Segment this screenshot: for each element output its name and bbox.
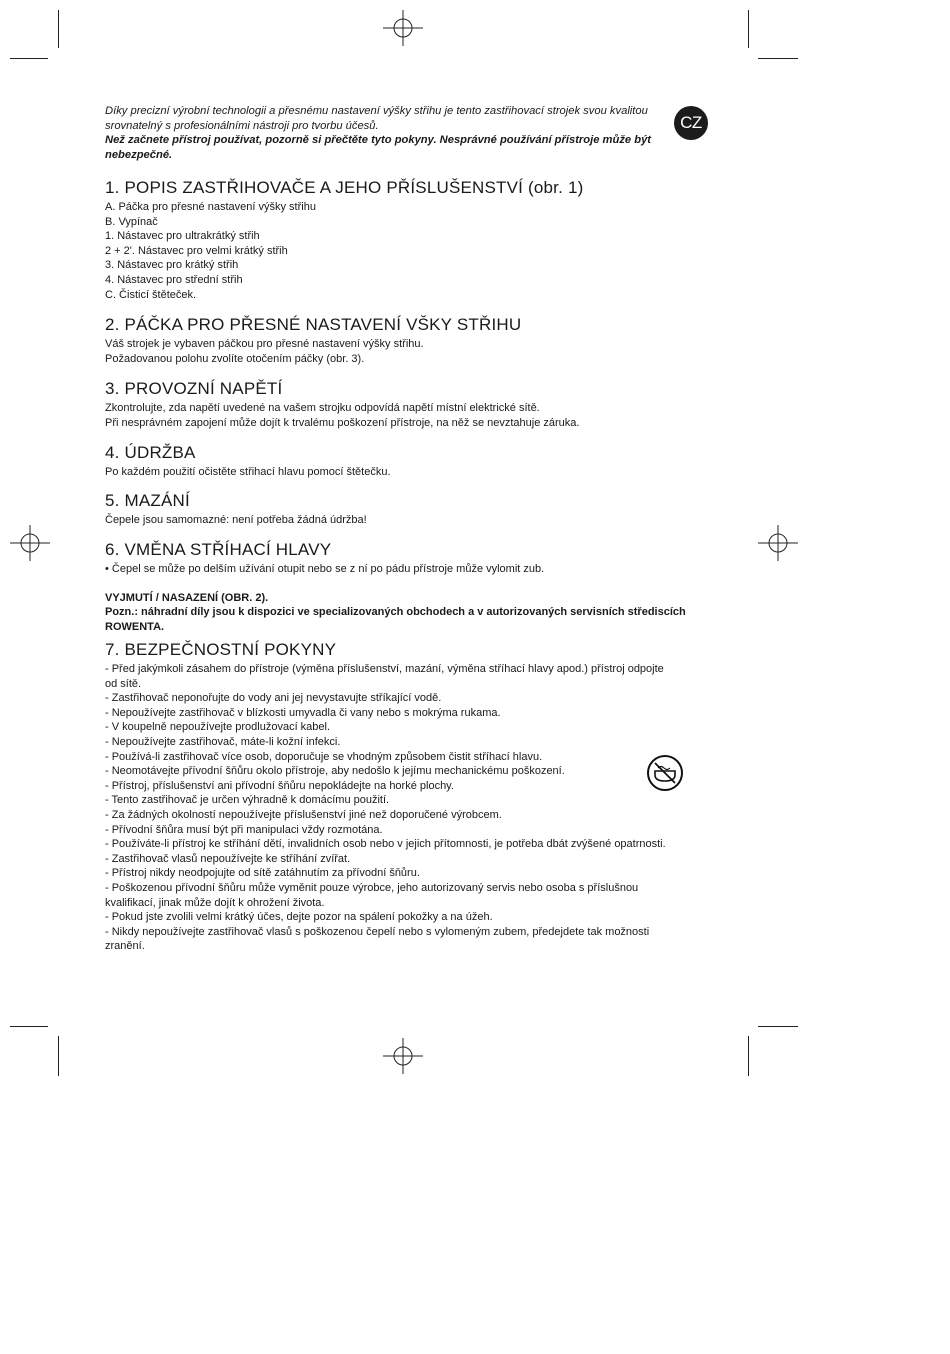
list-item: - Tento zastřihovač je určen výhradně k domácímu použití. [105, 794, 390, 807]
paragraph: • Čepel se může po delším užívání otupit nebo se z ní po pádu přístroje může vylomit zub. [105, 563, 545, 575]
crop-mark [758, 1026, 798, 1027]
intro-warning: Než začnete přístroj používat, pozorně si přečtěte tyto pokyny. Nesprávné používání přístroje může být nebezpečné. [105, 134, 652, 161]
registration-mark-icon [383, 8, 423, 48]
section-description [105, 178, 695, 302]
section-title: 3. PROVOZNÍ NAPĚTÍ [105, 379, 283, 398]
paragraph: Po každém použití očistěte střihací hlavu pomocí štětečku. [105, 466, 391, 478]
language-badge: CZ [674, 106, 708, 140]
section-head-replacement [105, 540, 695, 634]
section-maintenance [105, 443, 695, 480]
list-item: - Poškozenou přívodní šňůru může vyměnit pouze výrobce, jeho autorizovaný servis nebo osoba s příslušnou kvalifikací, jinak může dojít k ohrožení života. [105, 881, 639, 909]
section-title: 2. PÁČKA PRO PŘESNÉ NASTAVENÍ VŠKY STŘIHU [105, 315, 522, 334]
list-item: - Před jakýmkoli zásahem do přístroje (výměna příslušenství, mazání, výměna stříhací hlavy apod.) přístroj odpojte od sítě. [105, 663, 664, 690]
crop-mark [10, 58, 48, 59]
list-item: - Neomotávejte přívodní šňůru okolo přístroje, aby nedošlo k jejímu mechanickému poškození. [105, 765, 565, 778]
list-item: - Přívodní šňůra musí být při manipulaci vždy rozmotána. [105, 823, 383, 836]
paragraph: Zkontrolujte, zda napětí uvedené na vašem strojku odpovídá napětí místní elektrické sítě. [105, 402, 540, 414]
paragraph: Požadovanou polohu zvolíte otočením páčky (obr. 3). [105, 352, 365, 365]
section-title: 5. MAZÁNÍ [105, 491, 190, 510]
bold-note: Pozn.: náhradní díly jsou k dispozici ve specializovaných obchodech a v autorizovaných servisních střediscích ROWENTA. [105, 606, 686, 633]
section-title: 6. VMĚNA STŘÍHACÍ HLAVY [105, 540, 332, 559]
list-item: - Za žádných okolností nepoužívejte příslušenství jiné než doporučené výrobcem. [105, 808, 502, 821]
crop-mark [58, 10, 59, 48]
list-item: 4. Nástavec pro střední střih [105, 273, 243, 286]
list-item: 1. Nástavec pro ultrakrátký střih [105, 230, 260, 243]
intro [105, 104, 685, 162]
list-item: - Nepoužívejte zastřihovač v blízkosti umyvadla či vany nebo s mokrýma rukama. [105, 706, 501, 719]
section-title: 4. ÚDRŽBA [105, 443, 196, 462]
paragraph: Váš strojek je vybaven páčkou pro přesné nastavení výšky střihu. [105, 338, 424, 350]
section-lever [105, 315, 695, 366]
list-item: B. Vypínač [105, 215, 158, 228]
list-item: - Používá-li zastřihovač více osob, doporučuje se vhodným způsobem čistit stříhací hlavu. [105, 750, 543, 763]
list-item: C. Čisticí štěteček. [105, 288, 197, 301]
section-title: 1. POPIS ZASTŘIHOVAČE A JEHO PŘÍSLUŠENSTVÍ (obr. 1) [105, 178, 584, 197]
registration-mark-icon [10, 523, 50, 563]
section-title: 7. BEZPEČNOSTNÍ POKYNY [105, 640, 337, 659]
intro-text: Díky precizní výrobní technologii a přesnému nastavení výšky střihu je tento zastřihovací strojek svou kvalitou srovnatelný s profesionálními nástroji pro tvorbu účesů. [105, 105, 648, 132]
paragraph: Při nesprávném zapojení může dojít k trvalému poškození přístroje, na něž se nevztahuje záruka. [105, 416, 580, 429]
crop-mark [58, 1036, 59, 1076]
crop-mark [748, 1036, 749, 1076]
list-item: - Zastřihovač neponořujte do vody ani jej nevystavujte stříkající vodě. [105, 692, 442, 705]
section-safety [105, 640, 675, 954]
list-item: A. Páčka pro přesné nastavení výšky střihu [105, 201, 316, 213]
list-item: 2 + 2'. Nástavec pro velmi krátký střih [105, 244, 288, 257]
list-item: - V koupelně nepoužívejte prodlužovací kabel. [105, 721, 331, 734]
section-lubrication [105, 491, 695, 528]
bold-note: VYJMUTÍ / NASAZENÍ (OBR. 2). [105, 591, 269, 604]
no-bath-icon [646, 754, 684, 792]
list-item: - Nikdy nepoužívejte zastřihovač vlasů s poškozenou čepelí nebo s vylomeným zubem, předejdete tak možnosti zranění. [105, 925, 650, 953]
list-item: - Přístroj nikdy neodpojujte od sítě zatáhnutím za přívodní šňůru. [105, 867, 420, 880]
list-item: 3. Nástavec pro krátký střih [105, 259, 239, 272]
list-item: - Pokud jste zvolili velmi krátký účes, dejte pozor na spálení pokožky a na úžeh. [105, 911, 493, 924]
list-item: - Zastřihovač vlasů nepoužívejte ke stříhání zvířat. [105, 852, 351, 865]
list-item: - Nepoužívejte zastřihovač, máte-li kožní infekci. [105, 735, 341, 748]
crop-mark [748, 10, 749, 48]
crop-mark [10, 1026, 48, 1027]
registration-mark-icon [383, 1036, 423, 1076]
paragraph: Čepele jsou samomazné: není potřeba žádná údržba! [105, 514, 367, 526]
section-voltage [105, 379, 695, 430]
list-item: - Přístroj, příslušenství ani přívodní šňůru nepokládejte na horké plochy. [105, 779, 454, 792]
list-item: - Používáte-li přístroj ke stříhání dětí, invalidních osob nebo v jejich přítomnosti, je potřeba dbát zvýšené opatrnosti. [105, 838, 666, 851]
registration-mark-icon [758, 523, 798, 563]
crop-mark [758, 58, 798, 59]
